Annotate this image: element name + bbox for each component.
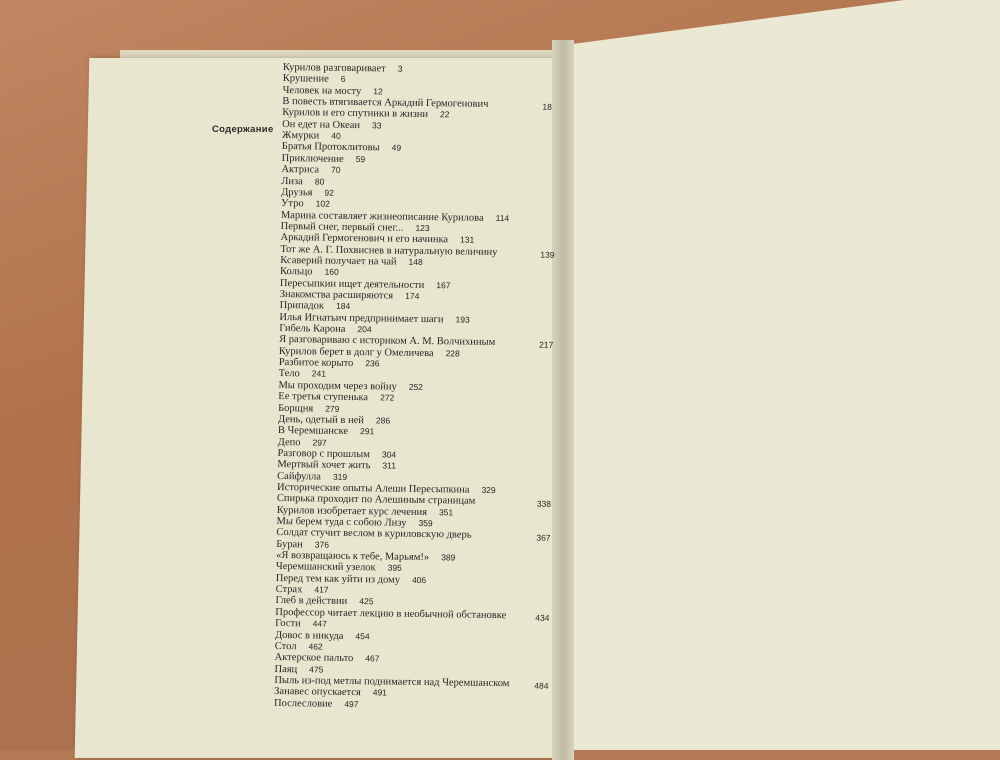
toc-entry-title: «Я возвращаюсь к тебе, Марьям!» xyxy=(276,549,430,564)
toc-entry-page: 434 xyxy=(535,612,550,623)
toc-entry-page: 272 xyxy=(380,392,395,403)
toc-entry-title: В Черемшанске xyxy=(277,425,349,438)
toc-entry xyxy=(276,584,329,596)
toc-entry xyxy=(280,266,339,278)
toc-entry-page: 193 xyxy=(455,314,470,325)
toc-entry-page: 425 xyxy=(359,596,374,607)
toc-entry-title: Мы проходим через войну xyxy=(278,379,397,393)
toc-entry xyxy=(275,641,323,653)
toc-entry-page: 447 xyxy=(312,618,327,629)
toc-entry-title: Занавес опускается xyxy=(274,686,361,699)
toc-entry-page: 304 xyxy=(381,449,397,460)
toc-entry xyxy=(282,153,366,165)
toc-entry-page: 395 xyxy=(387,562,402,574)
toc-entry xyxy=(283,85,383,97)
toc-entry-page: 497 xyxy=(344,698,359,709)
toc-entry-title: Курилов изобретает курс лечения xyxy=(276,504,428,518)
toc-entry-page: 80 xyxy=(314,175,325,187)
toc-entry-page: 131 xyxy=(460,234,475,245)
toc-entry-title: Гибель Карона xyxy=(279,323,346,335)
toc-entry-page: 18 xyxy=(542,101,552,112)
toc-entry-title: Первый снег, первый снег... xyxy=(280,220,404,234)
toc-entry-page: 59 xyxy=(355,153,366,164)
toc-entry-title: Припадок xyxy=(279,300,325,312)
toc-entry-page: 406 xyxy=(411,574,427,585)
right-page xyxy=(565,0,1000,750)
toc-entry xyxy=(281,198,330,210)
toc-entry-title: Разбитое корыто xyxy=(278,357,354,370)
toc-entry xyxy=(281,187,334,199)
toc-entry-title: Марина составляет жизнеописание Курилова xyxy=(280,209,484,224)
toc-entry-title: Депо xyxy=(277,436,301,448)
toc-entry-page: 3 xyxy=(397,63,403,74)
toc-entry-page: 475 xyxy=(309,663,324,675)
toc-entry-title: Гости xyxy=(275,618,301,630)
toc-entry-title: Лиза xyxy=(281,175,303,187)
toc-entry-page: 367 xyxy=(536,532,551,544)
toc-entry-title: Утро xyxy=(280,198,304,210)
toc-entry-title: Паяц xyxy=(274,663,298,675)
toc-entry-title: Стол xyxy=(274,640,297,653)
toc-entry-title: Актриса xyxy=(281,164,320,176)
toc-entry xyxy=(282,119,382,131)
toc-entry xyxy=(278,402,339,414)
toc-entry-title: Солдат стучит веслом в куриловскую дверь xyxy=(276,527,472,542)
toc-entry-page: 286 xyxy=(375,415,391,426)
toc-entry-page: 160 xyxy=(324,266,339,278)
toc-entry-page: 167 xyxy=(436,279,451,291)
toc-entry-page: 279 xyxy=(325,403,340,414)
toc-entry-page: 359 xyxy=(418,517,433,529)
toc-entry-title: Братья Протоклитовы xyxy=(281,141,380,154)
toc-entry-page: 491 xyxy=(372,687,388,698)
book-spine xyxy=(552,40,574,760)
toc-entry-page: 22 xyxy=(439,109,450,120)
toc-entry-title: Курилов разговаривает xyxy=(282,62,386,75)
contents-heading: Содержание xyxy=(212,124,274,135)
toc-entry-title: Профессор читает лекцию в необычной обстановке xyxy=(275,606,507,621)
toc-entry-title: Илья Игнатьич предпринимает шаги xyxy=(279,311,444,325)
toc-entry xyxy=(275,629,370,641)
toc-entry-page: 484 xyxy=(534,680,549,691)
toc-entry-title: Я разговариваю с историком А. М. Волчихиным xyxy=(279,334,496,349)
toc-entry xyxy=(281,175,324,187)
toc-entry-page: 454 xyxy=(355,630,370,641)
toc-entry-title: В повесть втягивается Аркадий Гермогенович xyxy=(282,96,489,110)
toc-entry-title: Сайфулла xyxy=(277,470,322,483)
toc-entry-title: Черемшанский узелок xyxy=(275,561,376,574)
toc-entry-page: 6 xyxy=(340,74,346,85)
toc-entry-page: 228 xyxy=(445,348,460,359)
toc-entry-page: 40 xyxy=(331,130,341,141)
toc-entry-title: Исторические опыты Алеши Пересыпкина xyxy=(276,481,470,496)
toc-entry-title: Спирька проходит по Алешиным страницам xyxy=(276,493,476,508)
toc-entry-title: Ее третья ступенька xyxy=(278,391,369,404)
toc-entry xyxy=(278,437,327,449)
toc-entry-title: Разговор с прошлым xyxy=(277,447,370,461)
toc-entry-title: Мертвый хочет жить xyxy=(277,459,371,472)
toc-entry-title: Крушение xyxy=(282,73,329,85)
toc-entry-title: Ксаверий получает на чай xyxy=(280,254,397,268)
toc-entry-title: Приключение xyxy=(281,152,344,165)
toc-entry-title: Друзья xyxy=(281,186,313,199)
toc-entry-title: Послесловие xyxy=(273,697,333,710)
toc-entry xyxy=(275,618,327,630)
toc-entry-title: Пыль из-под метлы поднимается над Черемшанском xyxy=(274,674,510,690)
toc-entry-page: 174 xyxy=(405,290,420,301)
toc-entry-page: 92 xyxy=(324,187,335,198)
toc-entry xyxy=(282,130,341,142)
toc-entry-page: 204 xyxy=(357,324,372,335)
toc-entry-title: День, одетый в ней xyxy=(277,413,365,427)
toc-entry-page: 329 xyxy=(481,484,496,495)
toc-entry-page: 12 xyxy=(373,85,383,97)
toc-entry-title: Страх xyxy=(275,584,303,596)
toc-entry-page: 467 xyxy=(365,653,380,664)
toc-entry-page: 139 xyxy=(540,249,555,260)
toc-entry-page: 376 xyxy=(314,539,330,550)
toc-entry-title: Довос в никуда xyxy=(274,629,344,642)
toc-entry-title: Актерское пальто xyxy=(274,652,354,665)
toc-entry xyxy=(283,73,346,85)
toc-entry-page: 417 xyxy=(314,584,329,595)
toc-entry-title: Курилов берет в долг у Омеличева xyxy=(278,345,434,359)
toc-entry-page: 184 xyxy=(335,301,351,312)
toc-entry-page: 114 xyxy=(495,212,510,223)
toc-entry xyxy=(280,300,351,312)
toc-entry xyxy=(281,164,340,176)
toc-entry-page: 252 xyxy=(408,381,424,392)
toc-entry-page: 49 xyxy=(391,142,402,154)
toc-entry-title: Тело xyxy=(278,368,300,380)
toc-entry-title: Курилов и его спутники в жизни xyxy=(282,107,429,121)
toc-entry-title: Аркадий Гермогенович и его начинка xyxy=(280,232,449,246)
toc-entry-page: 217 xyxy=(539,339,554,351)
toc-entry-page: 311 xyxy=(382,460,397,471)
toc-entry-page: 102 xyxy=(315,198,330,209)
toc-entry-page: 241 xyxy=(311,368,327,380)
toc-entry-page: 33 xyxy=(372,120,382,131)
toc-entry-title: Жмурки xyxy=(281,130,320,142)
toc-entry-page: 338 xyxy=(536,498,552,510)
toc-entry-title: Буран xyxy=(276,538,303,551)
toc-entry-title: Глеб в действии xyxy=(275,595,348,608)
toc-entry-title: Человек на мосту xyxy=(282,84,362,97)
toc-entry-page: 70 xyxy=(331,164,341,175)
toc-entry xyxy=(274,663,323,675)
toc-entry-title: Знакомства расширяются xyxy=(279,288,394,302)
toc-entry-page: 123 xyxy=(415,222,430,233)
toc-entry xyxy=(277,471,347,483)
toc-entry-page: 462 xyxy=(308,641,323,652)
toc-entry-title: Перед тем как уйти из дому xyxy=(275,572,401,586)
toc-entry-title: Тот же А. Г. Похвиснев в натуральную величину xyxy=(280,243,498,258)
toc-entry xyxy=(276,539,329,551)
toc-entry-title: Он едет на Океан xyxy=(282,118,361,131)
toc-entry xyxy=(279,357,380,369)
toc-entry-page: 351 xyxy=(438,506,454,518)
toc-entry-page: 389 xyxy=(441,552,456,563)
toc-entry-page: 297 xyxy=(312,436,327,448)
toc-entry xyxy=(278,425,375,437)
toc-entry xyxy=(279,323,371,335)
toc-entry-page: 148 xyxy=(408,256,423,267)
toc-entry-title: Борщня xyxy=(278,402,314,414)
toc-entry-page: 319 xyxy=(332,471,348,482)
toc-entry-title: Пересыпкин ищет деятельности xyxy=(279,277,425,291)
toc-entry-page: 291 xyxy=(359,426,375,437)
toc-entry xyxy=(275,595,373,607)
toc-entry xyxy=(274,698,359,710)
toc-entry-page: 236 xyxy=(365,358,380,369)
toc-entry-title: Кольцо xyxy=(279,266,313,278)
toc-entry xyxy=(279,368,327,380)
toc-entry-title: Мы берем туда с собою Лизу xyxy=(276,515,407,529)
